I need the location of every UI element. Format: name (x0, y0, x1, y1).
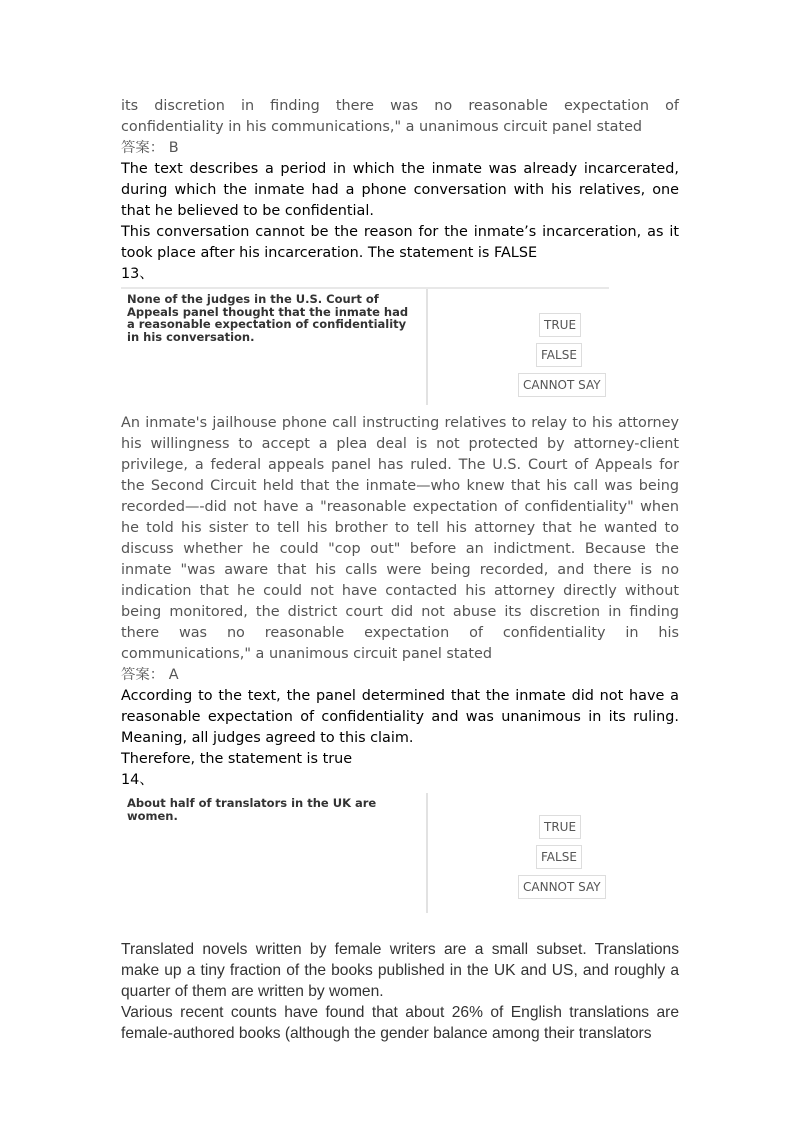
passage-paragraph: Various recent counts have found that about 26% of English translations are female-authored books (although the gender balance among their translators (121, 1004, 679, 1042)
passage-tail: its discretion in finding there was no reasonable expectation of confidentiality in his communications," a unanimous circuit panel stated (121, 98, 679, 135)
option-false-button[interactable]: FALSE (536, 343, 582, 367)
option-true-button[interactable]: TRUE (539, 815, 581, 839)
question-card (121, 793, 609, 913)
answer-label: 答案： B (121, 140, 179, 156)
option-true-button[interactable]: TRUE (539, 313, 581, 337)
question-number: 13、 (121, 266, 154, 282)
divider (121, 287, 609, 289)
question-number: 14、 (121, 772, 154, 788)
divider (426, 793, 428, 913)
explanation-paragraph: The text describes a period in which the inmate was already incarcerated, during which the inmate had a phone conversation with his relatives, one that he believed to be confidential. (121, 161, 679, 219)
explanation-paragraph: Therefore, the statement is true (121, 751, 353, 767)
question-statement: None of the judges in the U.S. Court of Appeals panel thought that the inmate had a reasonable expectation of confidentiality in his conversation. (127, 292, 409, 344)
explanation-paragraph: This conversation cannot be the reason for the inmate’s incarceration, as it took place after his incarceration. The statement is FALSE (121, 224, 679, 261)
divider (426, 289, 428, 405)
question-statement: About half of translators in the UK are women. (127, 796, 377, 823)
question-card (121, 287, 609, 407)
option-false-button[interactable]: FALSE (536, 845, 582, 869)
explanation-paragraph: According to the text, the panel determined that the inmate did not have a reasonable expectation of confidentiality and was unanimous in its ruling. Meaning, all judges agreed to this claim. (121, 688, 679, 746)
option-cannot-say-button[interactable]: CANNOT SAY (518, 875, 606, 899)
document-page (121, 96, 679, 1044)
option-cannot-say-button[interactable]: CANNOT SAY (518, 373, 606, 397)
answer-label: 答案： A (121, 667, 179, 683)
passage-paragraph: Translated novels written by female writers are a small subset. Translations make up a tiny fraction of the books published in the UK and US, and roughly a quarter of them are written by women. (121, 941, 679, 1000)
passage-paragraph: An inmate's jailhouse phone call instructing relatives to relay to his attorney his willingness to accept a plea deal is not protected by attorney-client privilege, a federal appeals panel has ruled. The U.S. Court of Appeals for the Second Circuit held that the inmate—who knew that his call was being recorded—-did not have a "reasonable expectation of confidentiality" when he told his sister to tell his brother to tell his attorney that he wanted to discuss whether he could "cop out" before an indictment. Because the inmate "was aware that his calls were being recorded, and there is no indication that he could not have contacted his attorney directly without being monitored, the district court did not abuse its discretion in finding there was no reasonable expectation of confidentiality in his communications," a unanimous circuit panel stated (121, 415, 679, 662)
